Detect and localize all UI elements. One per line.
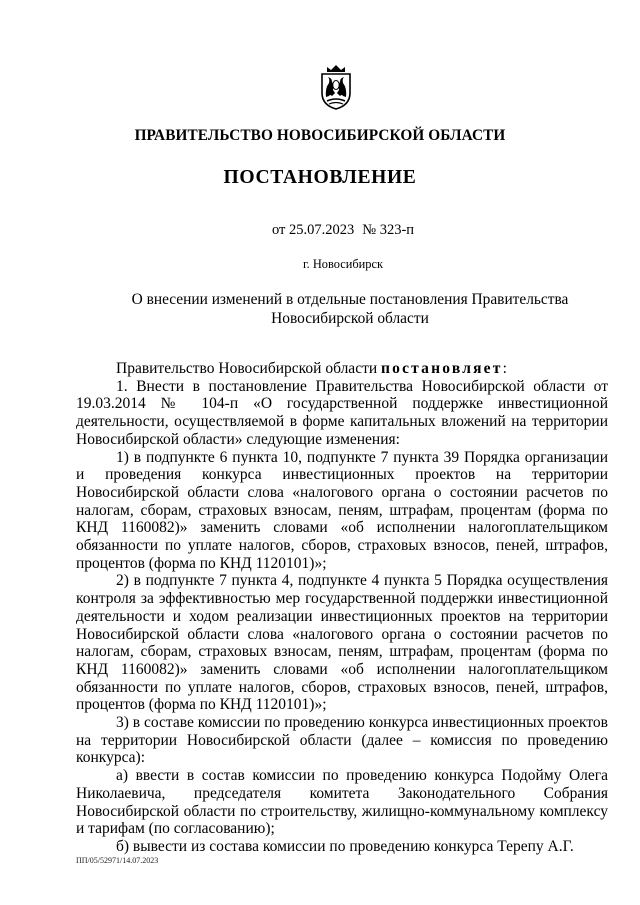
body-paragraph: 3) в составе комиссии по проведению конкурса инвестиционных проектов на территории Новосибирской области (далее – комиссия по проведению конкурса): [76, 714, 608, 767]
document-number: № 323-п [362, 222, 415, 238]
body-paragraph: а) ввести в состав комиссии по проведению конкурса Подойму Олега Николаевича, председателя комитета Законодательного Собрания Новосибирской области по строительству, жилищно-коммунальному комплексу и тарифам (по согласованию); [76, 767, 608, 838]
document-body [76, 360, 608, 856]
organization-title: ПРАВИТЕЛЬСТВО НОВОСИБИРСКОЙ ОБЛАСТИ [134, 127, 506, 144]
intro-resolution-word: постановляет [381, 360, 503, 377]
document-subject [120, 291, 580, 328]
intro-paragraph [76, 360, 608, 378]
intro-prefix: Правительство Новосибирской области [116, 360, 382, 377]
footer-code: ПП/05/52971/14.07.2023 [76, 856, 159, 865]
document-type-title: ПОСТАНОВЛЕНИЕ [223, 167, 417, 188]
subject-line: О внесении изменений в отдельные постановления Правительства [131, 291, 569, 308]
body-paragraph: 2) в подпункте 7 пункта 4, подпункте 4 пункта 5 Порядка осуществления контроля за эффективностью мер государственной поддержки инвестиционной деятельности и ходом реализации инвестиционных проектов на территории Новосибирской области слова «налогового органа о состоянии расчетов по налогам, сборам, страховых взносам, пеням, штрафам, процентам (форма по КНД 1160082)» заменить словами «об исполнении налогоплательщиком обязанности по уплате налогов, сборов, страховых взносов, пеней, штрафов, процентов (форма по КНД 1120101)»; [76, 572, 608, 714]
body-paragraph: 1) в подпункте 6 пункта 10, подпункте 7 пункта 39 Порядка организации и проведения конкурса инвестиционных проектов на территории Новосибирской области слова «налогового органа о состоянии расчетов по налогам, сборам, страховых взносам, пеням, штрафам, процентам (форма по КНД 1160082)» заменить словами «об исполнении налогоплательщиком обязанности по уплате налогов, сборов, страховых взносов, пеней, штрафов, процентов (форма по КНД 1120101)»; [76, 448, 608, 572]
body-paragraph: 1. Внести в постановление Правительства Новосибирской области от 19.03.2014 № 104-п «О государственной поддержке инвестиционной деятельности, осуществляемой в форме капитальных вложений на территории Новосибирской области» следующие изменения: [76, 377, 608, 448]
intro-suffix: : [502, 360, 507, 377]
body-paragraph: б) вывести из состава комиссии по проведению конкурса Терепу А.Г. [116, 837, 574, 855]
subject-line: Новосибирской области [271, 309, 429, 327]
city-line: г. Новосибирск [302, 257, 384, 271]
novosibirsk-coat-of-arms-icon [316, 63, 356, 111]
date-number-line [0, 222, 640, 239]
document-date: от 25.07.2023 [271, 222, 355, 238]
